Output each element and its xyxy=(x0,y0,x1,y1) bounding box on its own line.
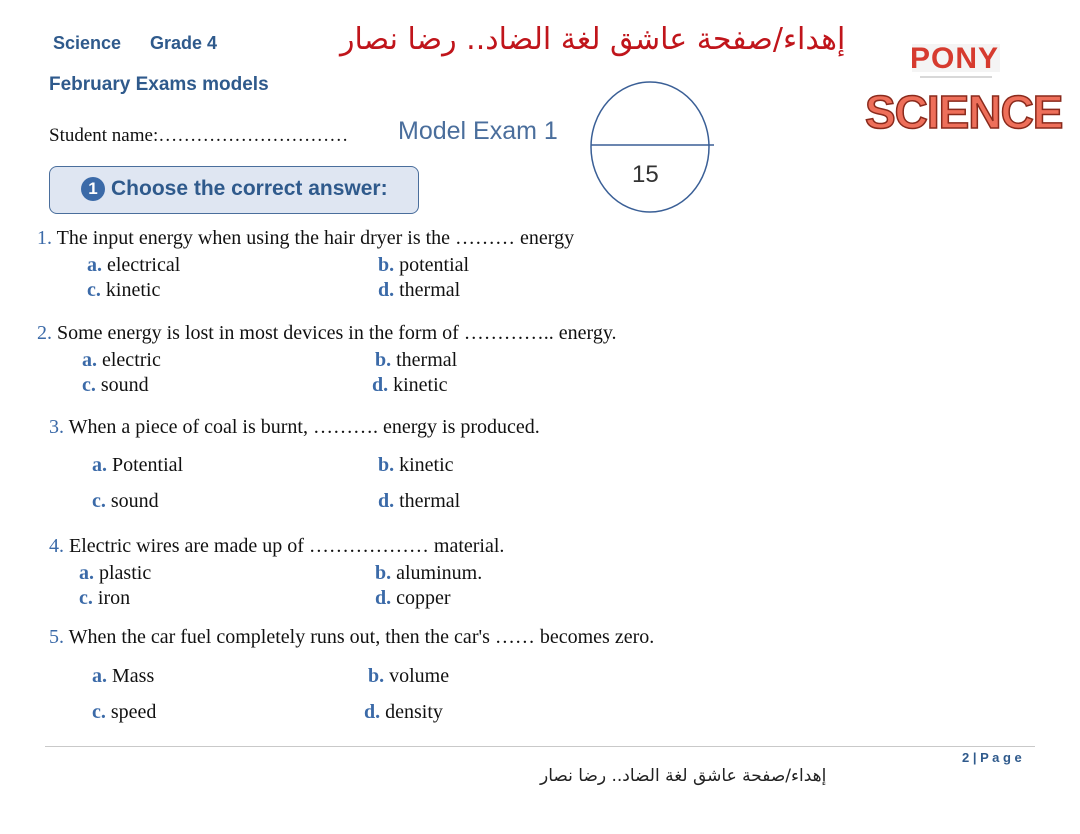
q4-option-d[interactable] xyxy=(375,587,451,610)
question-3 xyxy=(49,416,540,439)
question-number: 2. xyxy=(37,322,52,344)
q2-option-b[interactable] xyxy=(375,349,457,372)
option-text: sound xyxy=(105,490,159,512)
option-letter: c. xyxy=(92,490,106,512)
question-4 xyxy=(49,535,504,558)
question-number: 4. xyxy=(49,535,64,557)
option-text: thermal xyxy=(394,490,461,512)
score-circle xyxy=(590,80,715,215)
option-letter: a. xyxy=(92,665,107,687)
option-letter: c. xyxy=(87,279,101,301)
option-letter: d. xyxy=(375,587,392,609)
question-5 xyxy=(49,626,654,649)
q1-option-a[interactable] xyxy=(87,254,180,277)
option-letter: a. xyxy=(79,562,94,584)
option-letter: d. xyxy=(378,279,395,301)
option-letter: b. xyxy=(378,254,395,276)
option-text: sound xyxy=(95,374,149,396)
score-circle-graphic xyxy=(590,80,715,215)
question-number: 3. xyxy=(49,416,64,438)
q1-option-c[interactable] xyxy=(87,279,160,302)
option-letter: b. xyxy=(368,665,385,687)
option-letter: a. xyxy=(92,454,107,476)
question-text: When the car fuel completely runs out, then the car's …… becomes zero. xyxy=(64,626,655,648)
q4-option-b[interactable] xyxy=(375,562,482,585)
option-text: potential xyxy=(394,254,470,276)
q2-option-a[interactable] xyxy=(82,349,161,372)
option-letter: c. xyxy=(79,587,93,609)
option-text: volume xyxy=(384,665,450,687)
option-letter: b. xyxy=(375,349,392,371)
q5-option-d[interactable] xyxy=(364,701,443,724)
arabic-dedication-footer: إهداء/صفحة عاشق لغة الضاد.. رضا نصار xyxy=(540,766,827,786)
option-text: iron xyxy=(92,587,131,609)
option-text: kinetic xyxy=(100,279,161,301)
arabic-dedication-header: إهداء/صفحة عاشق لغة الضاد.. رضا نصار xyxy=(340,22,846,57)
model-exam-title: Model Exam 1 xyxy=(398,117,558,145)
q2-option-d[interactable] xyxy=(372,374,448,397)
option-letter: d. xyxy=(364,701,381,723)
option-text: density xyxy=(380,701,443,723)
option-text: electric xyxy=(97,349,161,371)
question-1 xyxy=(37,227,574,250)
question-text: Electric wires are made up of ……………… material. xyxy=(64,535,505,557)
option-text: speed xyxy=(105,701,157,723)
logo-pony-text: PONY xyxy=(910,42,1000,75)
option-text: Mass xyxy=(107,665,155,687)
logo-science-text: SCIENCE xyxy=(865,86,1063,138)
page-number: 2 | P a g e xyxy=(962,750,1022,765)
q4-option-a[interactable] xyxy=(79,562,151,585)
q3-option-b[interactable] xyxy=(378,454,454,477)
q5-option-c[interactable] xyxy=(92,701,156,724)
question-text: Some energy is lost in most devices in the form of ………….. energy. xyxy=(52,322,617,344)
question-text: The input energy when using the hair dryer is the ……… energy xyxy=(52,227,575,249)
section-number-badge: 1 xyxy=(81,177,105,201)
option-text: kinetic xyxy=(394,454,454,476)
option-text: thermal xyxy=(394,279,461,301)
section-title: Choose the correct answer: xyxy=(111,177,388,200)
section-heading xyxy=(81,177,388,201)
q4-option-c[interactable] xyxy=(79,587,130,610)
score-value: 15 xyxy=(632,161,659,188)
q3-option-c[interactable] xyxy=(92,490,159,513)
option-letter: b. xyxy=(378,454,395,476)
exam-series-title: February Exams models xyxy=(49,74,269,95)
option-letter: b. xyxy=(375,562,392,584)
option-text: Potential xyxy=(107,454,184,476)
option-text: kinetic xyxy=(388,374,448,396)
option-letter: a. xyxy=(87,254,102,276)
subject-label: Science xyxy=(53,33,122,53)
q1-option-b[interactable] xyxy=(378,254,469,277)
option-letter: a. xyxy=(82,349,97,371)
q3-option-a[interactable] xyxy=(92,454,183,477)
option-text: copper xyxy=(391,587,451,609)
question-number: 1. xyxy=(37,227,52,249)
option-text: electrical xyxy=(102,254,181,276)
option-text: thermal xyxy=(391,349,458,371)
q3-option-d[interactable] xyxy=(378,490,460,513)
footer-divider xyxy=(45,746,1035,747)
q2-option-c[interactable] xyxy=(82,374,149,397)
option-letter: c. xyxy=(92,701,106,723)
grade-label: Grade 4 xyxy=(150,33,218,53)
q5-option-a[interactable] xyxy=(92,665,154,688)
option-letter: d. xyxy=(372,374,389,396)
q1-option-d[interactable] xyxy=(378,279,460,302)
question-text: When a piece of coal is burnt, ………. energy is produced. xyxy=(64,416,540,438)
option-text: aluminum. xyxy=(391,562,483,584)
q5-option-b[interactable] xyxy=(368,665,449,688)
student-name-field: Student name:………………………… xyxy=(49,125,349,146)
question-2 xyxy=(37,322,617,345)
option-letter: d. xyxy=(378,490,395,512)
question-number: 5. xyxy=(49,626,64,648)
option-text: plastic xyxy=(94,562,152,584)
option-letter: c. xyxy=(82,374,96,396)
